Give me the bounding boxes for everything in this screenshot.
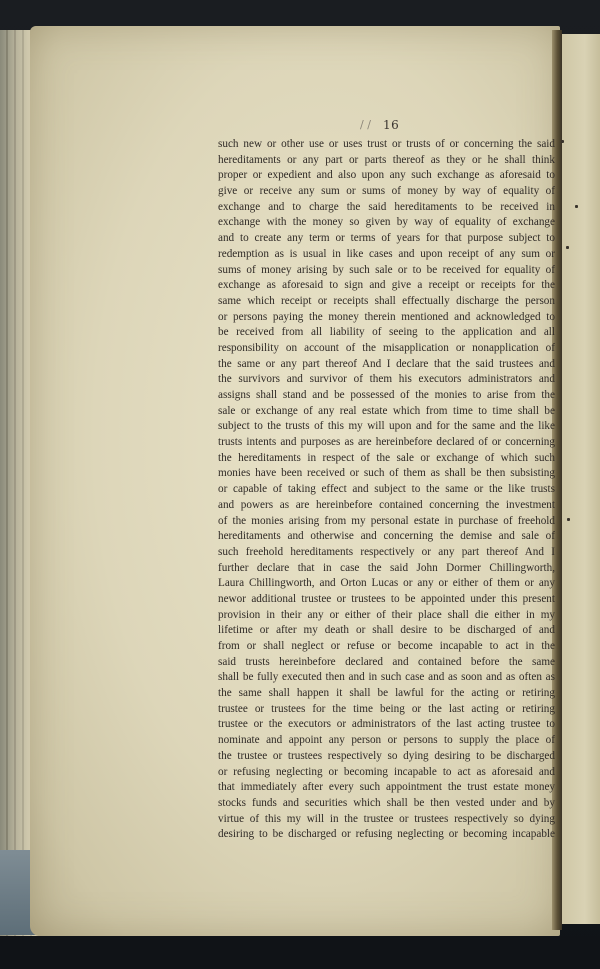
will-text-body [218, 137, 555, 843]
text-line: the hereditaments in respect of the sale or exchange of which such [218, 451, 555, 464]
scan-bottom-border [0, 936, 600, 969]
text-line: the same or any part thereof And I declare that the said trustees and [218, 357, 555, 370]
text-line: hereditaments and otherwise and concerning the demise and sale of [218, 530, 555, 543]
ink-mark [566, 246, 569, 249]
text-line: that immediately after every such appointment the trust estate money [218, 781, 555, 794]
text-line: further declare that in case the said John Dormer Chillingworth, [218, 561, 555, 574]
ink-mark [561, 140, 564, 143]
text-line: exchange and to charge the said hereditaments to be received in [218, 200, 555, 213]
facing-page-edge [562, 34, 600, 924]
ink-mark [575, 205, 578, 208]
text-line: desiring to be discharged or refusing neglecting or becoming incapable [218, 828, 555, 841]
text-line: sale or exchange of any real estate which from time to time shall be [218, 404, 555, 417]
text-line: stocks funds and securities which shall be then vested under and by [218, 796, 555, 809]
text-line: hereditaments or any part or parts thereof as they or he shall think [218, 153, 555, 166]
text-line: proper or expedient and also upon any such exchange as aforesaid to [218, 169, 555, 182]
text-line: newor additional trustee or trustees to be appointed under this present [218, 592, 555, 605]
text-line: give or receive any sum or sums of money by way of equality of [218, 185, 555, 198]
text-line: from or shall neglect or refuse or become incapable to act in the [218, 640, 555, 652]
text-line: trustee or the executors or administrators of the last acting trustee to [218, 718, 555, 731]
text-line: of the monies arising from my personal estate in purchase of freehold [218, 514, 555, 527]
ink-mark [567, 518, 570, 521]
page-number: 16 [383, 118, 400, 132]
text-line: sums of money arising by such sale or to be received for equality of [218, 263, 555, 276]
text-line: trusts intents and purposes as are hereinbefore declared of or concerning [218, 436, 555, 449]
text-line: or refusing neglecting or becoming incapable to act as aforesaid and [218, 765, 555, 778]
text-line: or capable of taking effect and subject to the same or the like trusts [218, 483, 555, 496]
text-line: trustee or trustees for the time being or the last acting or retiring [218, 702, 555, 715]
text-line: or persons paying the money therein mentioned and acknowledged to [218, 310, 555, 323]
text-line: assigns shall stand and be possessed of the monies to arise from the [218, 389, 555, 401]
text-line: the trustee or trustees respectively so dying desiring to be discharged [218, 749, 555, 762]
text-line: the survivors and survivor of them his executors administrators and [218, 373, 555, 386]
text-line: same which receipt or receipts shall effectually discharge the person [218, 294, 555, 307]
text-line: nominate and appoint any person or persons to supply the place of [218, 734, 555, 747]
text-line: virtue of this my will in the trustee or trustees respectively so dying [218, 812, 555, 825]
text-line: Laura Chillingworth, and Orton Lucas or any or either of them or any [218, 577, 555, 590]
text-line: monies have been received or such of them as shall be then subsisting [218, 467, 555, 480]
text-line: responsibility on account of the misapplication or nonapplication of [218, 341, 555, 354]
text-line: said trusts hereinbefore declared and contained before the same [218, 655, 555, 668]
text-line: shall be fully executed then and in such case and as soon and as often as [218, 671, 555, 684]
text-line: such freehold hereditaments respectively or any part thereof And I [218, 545, 555, 558]
text-line: subject to the trusts of this my will upon and for the same and the like [218, 420, 555, 433]
text-line: exchange as aforesaid to sign and give a receipt or receipts for the [218, 279, 555, 292]
text-line: redemption as is usual in like cases and upon receipt of any sum or [218, 247, 555, 260]
text-line: such new or other use or uses trust or trusts of or concerning the said [218, 138, 555, 150]
text-line: lifetime or after my death or shall desire to be discharged of and [218, 624, 555, 637]
text-line: be received from all liability of seeing to the application and all [218, 326, 555, 339]
text-line: and powers as are hereinbefore contained concerning the investment [218, 498, 555, 511]
pencil-mark: / / [360, 118, 371, 131]
text-line: exchange with the money so given by way of equality of exchange [218, 216, 555, 229]
text-line: the same shall happen it shall be lawful for the acting or retiring [218, 687, 555, 700]
text-line: provision in their any or either of their place shall die either in my [218, 608, 555, 621]
text-line: and to create any term or terms of years for that purpose subject to [218, 232, 555, 245]
